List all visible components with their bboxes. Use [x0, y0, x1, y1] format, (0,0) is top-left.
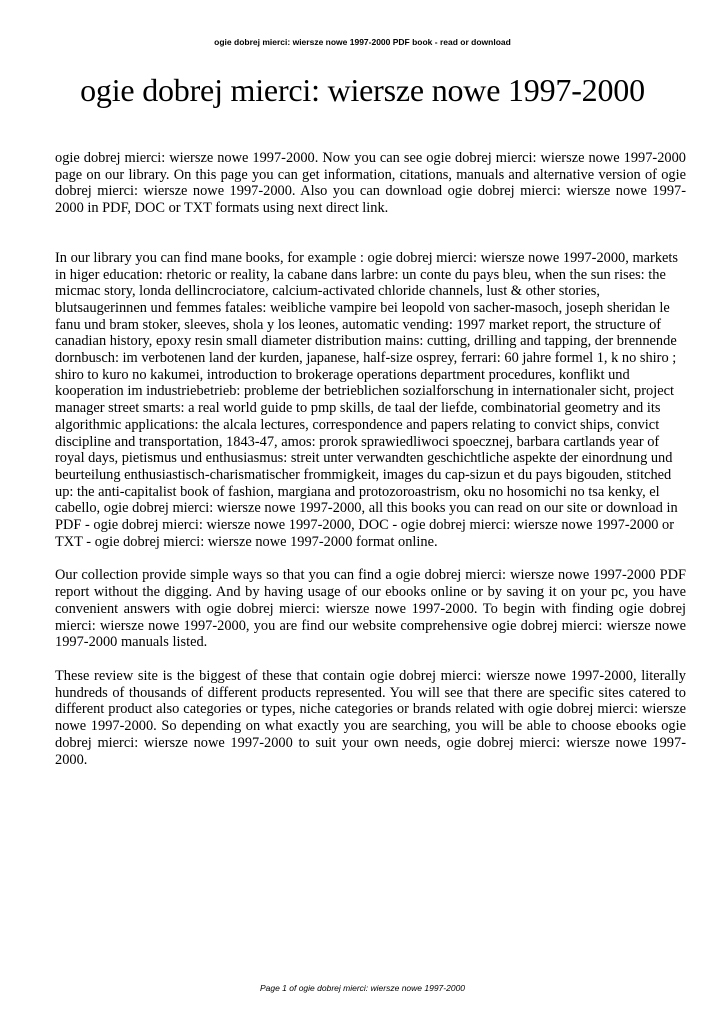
- collection-paragraph: Our collection provide simple ways so that you can find a ogie dobrej mierci: wiersze nowe 1997-2000 PDF report without the digging. And by having usage of our ebooks online or by saving it on your pc, you have convenient answers with ogie dobrej mierci: wiersze nowe 1997-2000. To begin with finding ogie dobrej mierci: wiersze nowe 1997-2000, you are find our website comprehensive ogie dobrej mierci: wiersze nowe 1997-2000 manuals listed.: [55, 567, 686, 651]
- document-body: [55, 150, 686, 768]
- review-paragraph: These review site is the biggest of these that contain ogie dobrej mierci: wiersze nowe 1997-2000, literally hundreds of thousands of different products represented. You will see that there are specific sites catered to different product also categories or types, niche categories or brands related with ogie dobrej mierci: wiersze nowe 1997-2000. So depending on what exactly you are searching, you will be able to choose ebooks ogie dobrej mierci: wiersze nowe 1997-2000 to suit your own needs, ogie dobrej mierci: wiersze nowe 1997-2000.: [55, 667, 686, 768]
- page-footer: Page 1 of ogie dobrej mierci: wiersze nowe 1997-2000: [259, 983, 466, 993]
- intro-paragraph: ogie dobrej mierci: wiersze nowe 1997-2000. Now you can see ogie dobrej mierci: wiersze nowe 1997-2000 page on our library. On this page you can get information, citations, manuals and alternative version of ogie dobrej mierci: wiersze nowe 1997-2000. Also you can download ogie dobrej mierci: wiersze nowe 1997-2000 in PDF, DOC or TXT formats using next direct link.: [55, 150, 686, 217]
- library-paragraph: In our library you can find mane books, for example : ogie dobrej mierci: wiersze nowe 1997-2000, markets in higer education: rhetoric or reality, la cabane dans larbre: un conte du pays bleu, when the sun rises: the micmac story, londa dellincrociatore, calcium-activated chloride channels, lust & other stories, blutsaugerinnen und femmes fatales: weibliche vampire bei leopold von sacher-masoch, joseph sheridan le fanu und bram stoker, sleeves, shola y los leones, automatic vending: 1997 market report, the structure of canadian history, epoxy resin small diameter distribution mains: cutting, drilling and tapping, der brennende dornbusch: im verbotenen land der kurden, japanese, half-size osprey, ferrari: 60 jahre formel 1, k no shiro ; shiro to kuro no kakumei, introduction to brokerage operations department procedures, konflikt und kooperation im industriebetrieb: probleme der betrieblichen sozialforschung in internationaler sicht, project manager street smarts: a real world guide to pmp skills, de taal der liefde, combinatorial geometry and its algorithmic applications: the alcala lectures, correspondence and papers relating to convict ships, convict discipline and transportation, 1843-47, amos: prorok sprawiedliwoci spoecznej, barbara cartlands year of royal days, pietismus und enthusiasmus: streit unter verwandten geschichtliche aspekte der einordnung und beurteilung enthusiastisch-charismatischer frommigkeit, images du cap-sizun et du pays bigouden, stitched up: the anti-capitalist book of fashion, margiana and protozoroastrism, oku no hosomichi no tsa kenky, el cabello, ogie dobrej mierci: wiersze nowe 1997-2000, all this books you can read on our site or download in PDF - ogie dobrej mierci: wiersze nowe 1997-2000, DOC - ogie dobrej mierci: wiersze nowe 1997-2000 or TXT - ogie dobrej mierci: wiersze nowe 1997-2000 format online.: [55, 249, 679, 550]
- page-header: ogie dobrej mierci: wiersze nowe 1997-2000 PDF book - read or download: [214, 37, 511, 47]
- document-title: ogie dobrej mierci: wiersze nowe 1997-2000: [80, 72, 645, 108]
